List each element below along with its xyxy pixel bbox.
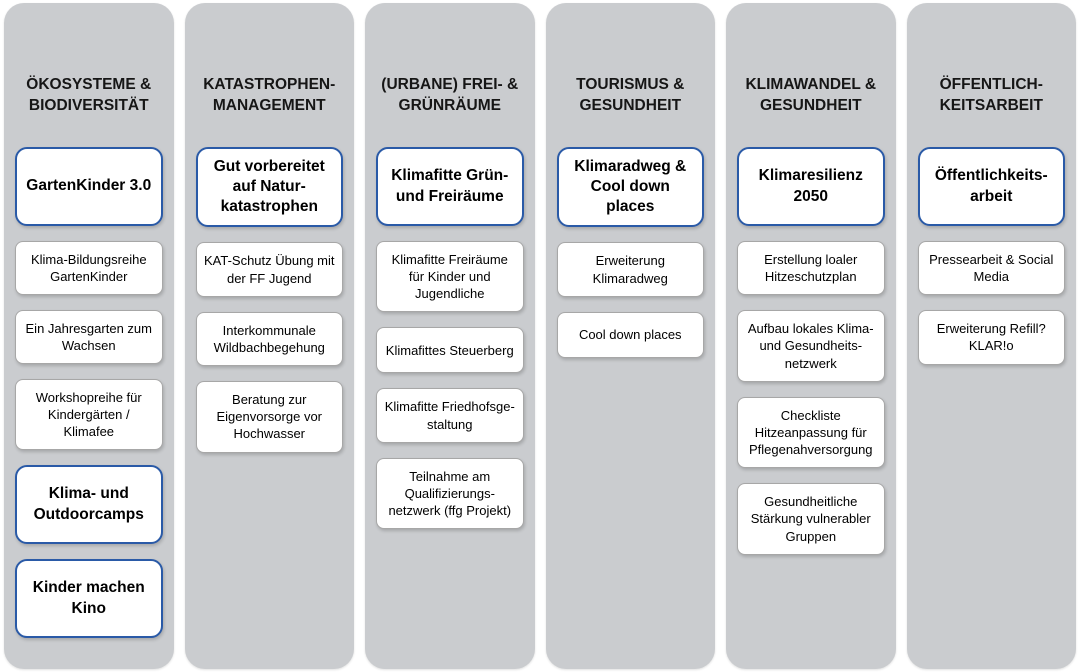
main-project-box: Klimafitte Grün- und Freiräume [376, 147, 524, 226]
column-title: KATASTROPHEN-MANAGEMENT [203, 76, 336, 114]
main-project-box: Klimaresilienz 2050 [737, 147, 885, 226]
sub-project-box: Checkliste Hitzeanpassung für Pflegenahversorgung [737, 397, 885, 468]
sub-project-box: Ein Jahresgarten zum Wachsen [15, 310, 163, 364]
column-oekosysteme-biodiversitaet [4, 3, 174, 669]
sub-project-box: Klima-Bildungsreihe GartenKinder [15, 241, 163, 295]
column-title: KLIMAWANDEL & GESUNDHEIT [745, 76, 877, 114]
sub-project-box: Aufbau lokales Klima- und Gesundheits-netzwerk [737, 310, 885, 381]
column-title: TOURISMUS & GESUNDHEIT [576, 76, 685, 114]
column-klimawandel-gesundheit [726, 3, 896, 669]
column-katastrophenmanagement [185, 3, 355, 669]
main-project-box: Gut vorbereitet auf Natur-katastrophen [196, 147, 344, 227]
sub-project-box: Workshopreihe für Kindergärten / Klimafee [15, 379, 163, 450]
sub-project-box: Klimafitte Friedhofsge-staltung [376, 388, 524, 442]
sub-project-box: Beratung zur Eigenvorsorge vor Hochwasser [196, 381, 344, 452]
sub-project-box: Erweiterung Klimaradweg [557, 242, 705, 296]
sub-project-box: KAT-Schutz Übung mit der FF Jugend [196, 242, 344, 296]
sub-project-box: Pressearbeit & Social Media [918, 241, 1066, 295]
sub-project-box: Gesundheitliche Stärkung vulnerabler Gruppen [737, 483, 885, 554]
main-project-box: Öffentlichkeits-arbeit [918, 147, 1066, 226]
column-urbane-frei-gruenraeume [365, 3, 535, 669]
sub-project-box: Klimafitte Freiräume für Kinder und Jugendliche [376, 241, 524, 312]
main-project-box: GartenKinder 3.0 [15, 147, 163, 226]
sub-project-box: Interkommunale Wildbachbegehung [196, 312, 344, 366]
sub-project-box: Klimafittes Steuerberg [376, 327, 524, 373]
sub-project-box: Erstellung loaler Hitzeschutzplan [737, 241, 885, 295]
column-oeffentlichkeitsarbeit [907, 3, 1077, 669]
main-project-box: Kinder machen Kino [15, 559, 163, 638]
column-title: (URBANE) FREI- & GRÜNRÄUME [381, 76, 519, 114]
column-title: ÖFFENTLICH-KEITSARBEIT [939, 76, 1043, 114]
main-project-box: Klima- und Outdoorcamps [15, 465, 163, 544]
sub-project-box: Cool down places [557, 312, 705, 358]
sub-project-box: Teilnahme am Qualifizierungs-netzwerk (ffg Projekt) [376, 458, 524, 529]
column-title: ÖKOSYSTEME & BIODIVERSITÄT [26, 76, 152, 114]
column-tourismus-gesundheit [546, 3, 716, 669]
sub-project-box: Erweiterung Refill? KLAR!o [918, 310, 1066, 364]
main-project-box: Klimaradweg & Cool down places [557, 147, 705, 227]
